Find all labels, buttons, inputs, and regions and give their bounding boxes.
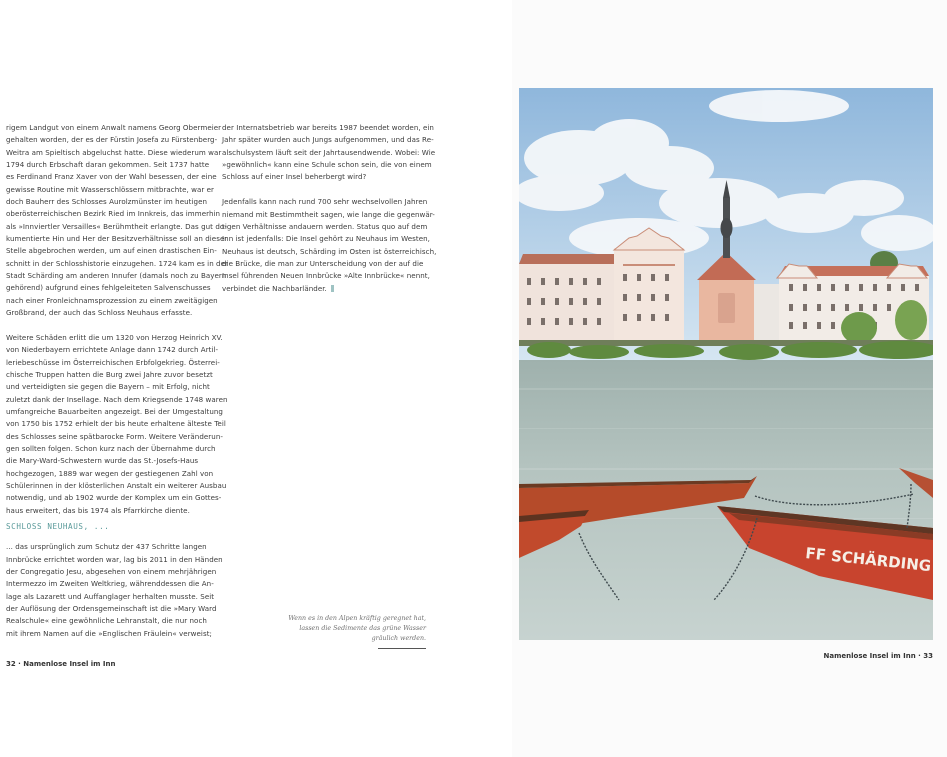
- end-mark-icon: [331, 285, 334, 292]
- page-number-right: Namenlose Insel im Inn · 33: [823, 652, 933, 660]
- paragraph-4: der Internatsbetrieb war bereits 1987 beendet worden, ein Jahr später wurden auch Jungs aufgenommen, und das Re- alschulsystem läuft seit der Jahrtausendwende. Wobei: Wie »gewöhnlich« kann eine Schule schon sein, die von einem Schloss auf einer Insel beherbergt wird?: [222, 123, 436, 182]
- photo-schloss-neuhaus: [519, 88, 933, 640]
- page-number-left: 32 · Namenlose Insel im Inn: [6, 660, 116, 668]
- boat-lettering: FF SCHÄRDING: [804, 544, 932, 576]
- caption-rule: [378, 648, 426, 649]
- photo-caption: Wenn es in den Alpen kräftig geregnet hat, lassen die Sedimente das grüne Wasser gräulich werden.: [288, 615, 426, 643]
- paragraph-3: ... das ursprünglich zum Schutz der 437 Schritte langen Innbrücke errichtet worden war, lag bis 2011 in den Händen der Congregatio Jesu, abgesehen von einem mehrjährigen Intermezzo im Zweiten Weltkrieg, währenddessen die An- lage als Lazarett und Auffanglager herhalten musste. Seit der Auflösung der Ordensgemeinschaft ist die »Mary Ward Realschule« eine gewöhnliche Lehranstalt, die nur noch mit ihrem Namen auf die »Englischen Fräulein« verweist;: [6, 542, 223, 638]
- paragraph-2: Weitere Schäden erlitt die um 1320 von Herzog Heinrich XV. von Niederbayern errichtete Anlage dann 1742 durch Artil- leriebeschüsse im Österreichischen Erbfolgekrieg. Österrei- chische Truppen hatten die Burg zwei Jahre zuvor besetzt und verteidigten sie gegen die Bayern – mit Erfolg, nicht zuletzt dank der Insellage. Nach dem Kriegsende 1748 waren umfangreiche Bauarbeiten angezeigt. Bei der Umgestaltung von 1750 bis 1752 erhielt der bis heute erhaltene älteste Teil des Schlosses seine spätbarocke Form. Weitere Veränderun- gen sollten folgen. Schon kurz nach der Übernahme durch die Mary-Ward-Schwestern wurde das St.-Josefs-Haus hochgezogen, 1889 war wegen der gestiegenen Zahl von Schülerinnen in der klösterlichen Anstalt ein weiterer Ausbau notwendig, und ab 1902 wurde der Komplex um ein Gottes- haus erweitert, das bis 1974 als Pfarrkirche diente.: [6, 333, 228, 515]
- section-heading: SCHLOSS NEUHAUS, ...: [6, 522, 110, 532]
- body-column-2: [222, 122, 437, 295]
- paragraph-1: rigem Landgut von einem Anwalt namens Georg Obermeier gehalten worden, der es der Fürstin Josefa zu Fürstenberg- Weitra am Spieltisch abgeluchst hatte. Diese wiederum war 1794 durch Erbschaft daran gekommen. Seit 1737 hatte es Ferdinand Franz Xaver von der Wahl besessen, der eine gewisse Routine mit Wasserschlössern mitbrachte, war er doch Bauherr des Schlosses Aurolzmünster im heutigen oberösterreichischen Bezirk Ried im Innkreis, das immerhin als »Innviertler Versailles« Berühmtheit erlangte. Das gut do- kumentierte Hin und Her der Besitzverhältnisse soll an dieser Stelle abgebrochen werden, um auf einen drastischen Ein- schnitt in der Schlosshistorie einzugehen. 1724 kam es in der Stadt Schärding am anderen Innufer (damals noch zu Bayern gehörend) aufgrund eines fehlgeleiteten Salvenschusses nach einer Fronleichnamsprozession zu einem zweitägigen Großbrand, der auch das Schloss Neuhaus erfasste.: [6, 123, 228, 318]
- body-column-1: [6, 122, 228, 640]
- paragraph-5: Jedenfalls kann nach rund 700 sehr wechselvollen Jahren niemand mit Bestimmtheit sagen, wie lange die gegenwär- tigen Verhältnisse andauern werden. Status quo auf dem Inn ist jedenfalls: Die Insel gehört zu Neuhaus im Westen, Neuhaus ist deutsch, Schärding im Osten ist österreichisch, die Brücke, die man zur Unterscheidung von der auf die Insel führenden Neuen Innbrücke »Alte Innbrücke« nennt, verbindet die Nachbarländer.: [222, 197, 437, 293]
